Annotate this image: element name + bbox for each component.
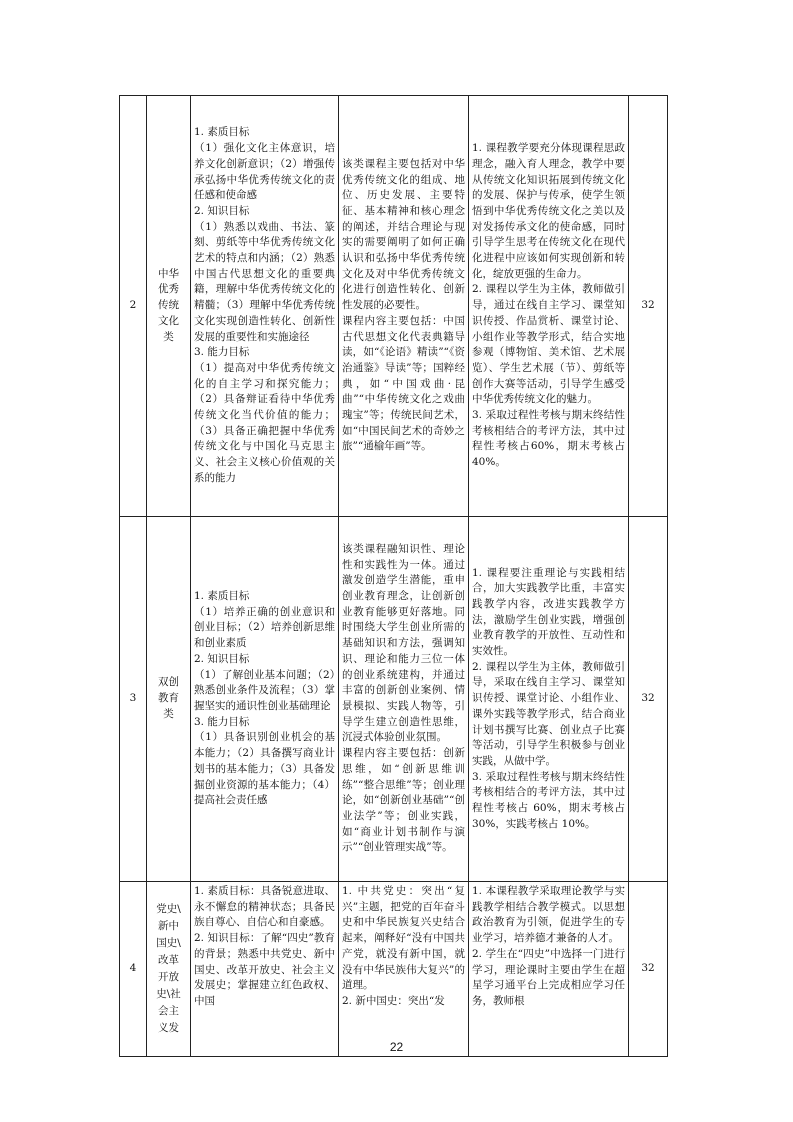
content-paragraph: 该类课程主要包括对中华优秀传统文化的组成、地位、历史发展、主要特征、基本精神和核心理念的阐述，并结合理论与现实的需要阐明了如何正确认识和弘扬中华优秀传统文化及对中华优秀传统文化进行创造性转化、创新性发展的必要性。 [342, 157, 465, 312]
requirement-paragraph: 2. 学生在“四史”中选择一门进行学习，理论课时主要由学生在超星学习通平台上完成相应学习任务，教师根 [472, 947, 625, 1007]
category-line: 优秀 [158, 283, 179, 296]
course-category [147, 517, 191, 882]
goal-text: （1）提高对中华优秀传统文化的自主学习和探究能力；（2）具备辩证看待中华优秀传统文化当代价值的能力；（3）具备正确把握中华优秀传统文化与中国化马克思主义、社会主义核心价值观的关系的能力 [194, 361, 335, 484]
goal-heading: 3. 能力目标 [194, 715, 250, 728]
requirement-paragraph: 3. 采取过程性考核与期末终结性考核相结合的考评方法，其中过程性考核占 60%，期末考核占 30%，实践考核占 10%。 [472, 770, 625, 830]
goal-heading: 3. 能力目标 [194, 346, 250, 359]
row-number: 2 [120, 96, 147, 517]
course-category [147, 96, 191, 517]
category-line: 传统 [158, 299, 179, 312]
requirement-paragraph: 2. 课程以学生为主体，教师做引导，采取在线自主学习、课堂知识传授、课堂讨论、小组作业、课外实践等教学形式，结合商业计划书撰写比赛、创业点子比赛等活动，引导学生积极参与创业实践，从做中学。 [472, 660, 625, 767]
table-row [120, 517, 668, 882]
goal-heading: 2. 知识目标 [194, 204, 250, 217]
goal-heading: 2. 知识目标 [194, 652, 250, 665]
class-hours: 32 [629, 96, 668, 517]
teaching-requirements [469, 517, 629, 882]
requirement-paragraph: 1. 课程教学要充分体现课程思政理念，融入育人理念，教学中要从传统文化知识拓展到传统文化的发展、保护与传承，使学生领悟到中华优秀传统文化之美以及对发扬传承文化的使命感，同时引导学生思考在传统文化在现代化进程中应该如何实现创新和转化，绽放更强的生命力。 [472, 142, 625, 280]
goal-text: （1）培养正确的创业意识和创业目标；（2）培养创新思维和创业素质 [194, 605, 335, 650]
table-row [120, 96, 668, 517]
requirement-paragraph: 2. 课程以学生为主体，教师做引导，通过在线自主学习、课堂知识传授、作品赏析、课堂讨论、小组作业等教学形式，结合实地参观（博物馆、美术馆、艺术展览）、学生艺术展（节）、剪纸等创作大赛等活动，引导学生感受中华优秀传统文化的魅力。 [472, 283, 625, 406]
course-goals [191, 517, 339, 882]
goal-heading: 1. 素质目标 [194, 590, 250, 603]
teaching-requirements [469, 96, 629, 517]
requirement-paragraph: 1. 课程要注重理论与实践相结合，加大实践教学比重，丰富实践教学内容，改进实践教学方法，激励学生创业实践，增强创业教育教学的开放性、互动性和实效性。 [472, 566, 625, 658]
goal-text: （1）具备识别创业机会的基本能力；（2）具备撰写商业计划书的基本能力；（3）具备发掘创业资源的基本能力；（4）提高社会责任感 [194, 731, 335, 807]
category-line: 会主 [158, 1005, 179, 1017]
category-line: 类 [163, 330, 174, 343]
category-line: 义发 [158, 1022, 179, 1034]
teaching-requirements [469, 882, 629, 1057]
category-line: 国史\ [156, 937, 181, 949]
category-line: 类 [163, 707, 174, 720]
goal-heading: 1. 素质目标 [194, 126, 250, 139]
goal-text: 2. 知识目标：了解“四史”教育的背景；熟悉中共党史、新中国史、改革开放史、社会主义发展史；掌握建立红色政权、中国 [194, 932, 335, 1007]
course-content [339, 517, 469, 882]
category-line: 改革 [158, 954, 179, 966]
curriculum-table [119, 95, 668, 1057]
category-line: 党史\ [156, 903, 181, 915]
category-line: 开放 [158, 971, 179, 983]
content-paragraph: 课程内容主要包括：中国古代思想文化代表典籍导读，如“《论语》精读”“《资治通鉴》导读”等；国粹经典，如“中国戏曲·昆曲”“中华传统文化之戏曲瑰宝”等；传统民间艺术，如“中国民间艺术的奇妙之旅”“通榆年画”等。 [342, 314, 465, 453]
content-paragraph: 该类课程融知识性、理论性和实践性为一体。通过激发创造学生潜能，重申创业教育理念，让创新创业教育能够更好落地。同时围绕大学生创业所需的基础知识和方法，强调知识、理论和能力三位一体的创业系统建构，并通过丰富的创新创业案例、情景模拟、实践人物等，引导学生建立创造性思维，沉浸式体验创业氛围。 [342, 542, 465, 744]
category-line: 中华 [158, 267, 179, 280]
goal-text: （1）熟悉以戏曲、书法、篆刻、剪纸等中华优秀传统文化艺术的特点和内涵；（2）熟悉中国古代思想文化的重要典籍，理解中华优秀传统文化的精髓；（3）理解中华优秀传统文化实现创造性转化、创新性发展的重要性和实施途径 [194, 220, 335, 343]
course-goals [191, 96, 339, 517]
content-paragraph: 1. 中共党史：突出“复兴”主题，把党的百年奋斗史和中华民族复兴史结合起来，阐释好“没有中国共产党，就没有新中国，就没有中华民族伟大复兴”的道理。 [342, 885, 465, 992]
class-hours: 32 [629, 517, 668, 882]
category-line: 史\社 [156, 988, 181, 1000]
content-paragraph: 课程内容主要包括：创新思维，如“创新思维训练”“整合思维”等；创业理论，如“创新创业基础”“创业法学”等；创业实践，如“商业计划书制作与演示”“创业管理实战”等。 [342, 747, 465, 854]
goal-text: （1）强化文化主体意识，培养文化创新意识；（2）增强传承弘扬中华优秀传统文化的责任感和使命感 [194, 142, 335, 202]
goal-text: （1）了解创业基本问题；（2）熟悉创业条件及流程；（3）掌握坚实的通识性创业基础理论 [194, 668, 335, 712]
course-content [339, 96, 469, 517]
category-line: 新中 [158, 920, 179, 932]
page-number: 22 [389, 1040, 404, 1054]
content-paragraph: 2. 新中国史：突出“发 [342, 994, 445, 1007]
requirement-paragraph: 3. 采取过程性考核与期末终结性考核相结合的考评方法，其中过程性考核占60%，期末考核占 40%。 [472, 409, 625, 469]
course-category [147, 882, 191, 1057]
goal-text: 1. 素质目标：具备锐意进取、永不懈怠的精神状态；具备民族自尊心、自信心和自豪感。 [194, 885, 335, 929]
class-hours: 32 [629, 882, 668, 1057]
category-line: 文化 [158, 314, 179, 327]
row-number: 4 [120, 882, 147, 1057]
course-content [339, 882, 469, 1057]
course-goals [191, 882, 339, 1057]
requirement-paragraph: 1. 本课程教学采取理论教学与实践教学相结合教学模式。以思想政治教育为引领，促进学生的专业学习，培养德才兼备的人才。 [472, 885, 625, 945]
category-line: 双创 [158, 676, 179, 689]
row-number: 3 [120, 517, 147, 882]
table-row [120, 882, 668, 1057]
category-line: 教育 [158, 692, 179, 705]
